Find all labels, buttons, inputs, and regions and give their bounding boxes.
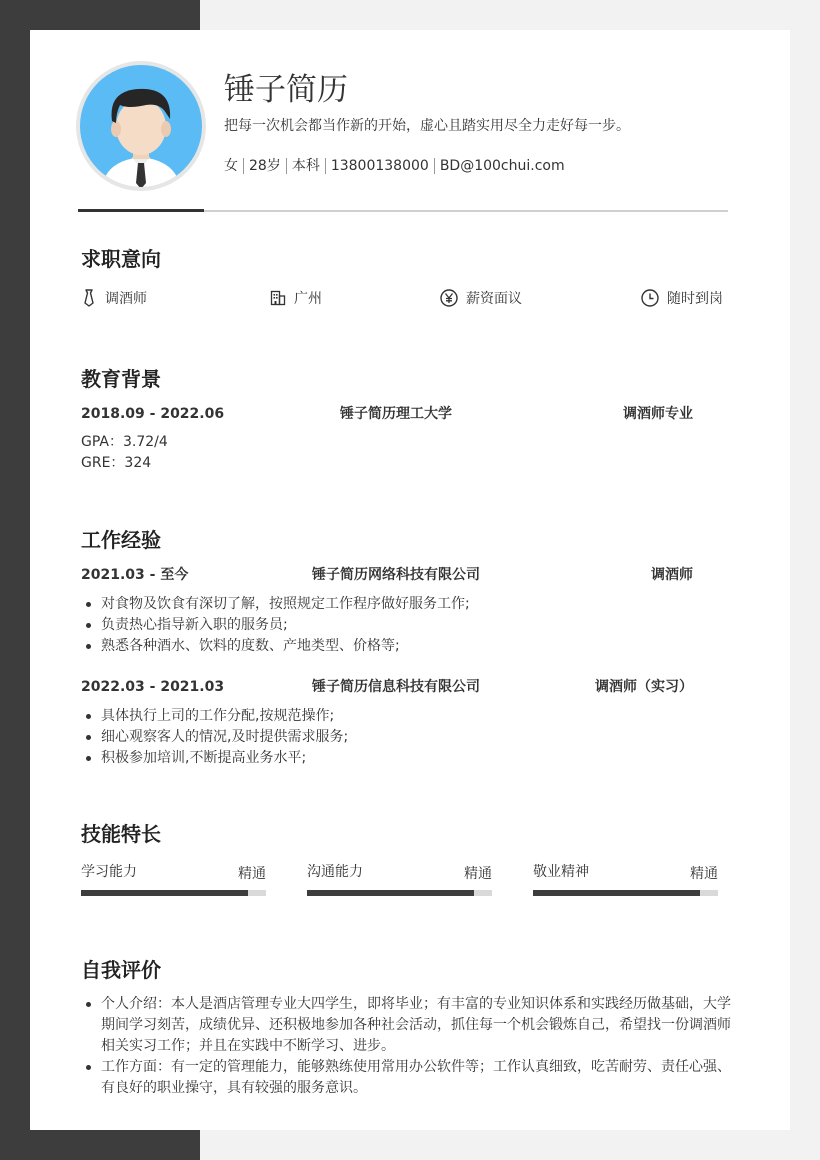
list-item: 负责热心指导新入职的服务员; [81,615,731,636]
job-role: 调酒师 [651,567,693,583]
job-company: 锤子简历网络科技有限公司 [312,567,480,583]
resume-name: 锤子简历 [224,72,348,108]
education-gpa: GPA：3.72/4 [81,434,168,450]
list-item: 积极参加培训,不断提高业务水平; [81,748,731,769]
skill-item [533,862,718,898]
gender: 女 [224,158,238,174]
self-eval-list [81,994,731,1099]
divider [434,158,435,174]
clock-icon [641,289,659,307]
divider [243,158,244,174]
job-role: 调酒师（实习） [595,679,693,695]
skill-item [81,862,266,898]
skill-bar-fill [533,890,700,896]
education-row [81,404,693,424]
skill-bar-fill [307,890,474,896]
skill-bar [81,890,266,896]
intent-salary [440,288,522,308]
intent-city-text: 广州 [294,291,322,307]
divider [325,158,326,174]
resume-sheet [30,30,790,1130]
avatar-illustration [80,65,202,187]
age: 28岁 [249,158,281,174]
skill-bar [307,890,492,896]
email[interactable]: BD@100chui.com [439,158,565,174]
skill-level: 精通 [690,866,718,882]
skill-name: 学习能力 [81,864,137,880]
yen-icon [440,289,458,307]
intent-availability [641,288,723,308]
phone[interactable]: 13800138000 [330,158,429,174]
section-title-education: 教育背景 [81,367,161,391]
intent-salary-text: 薪资面议 [466,291,522,307]
skill-bar [533,890,718,896]
intent-city [270,288,322,308]
divider [286,158,287,174]
skill-item [307,862,492,898]
section-title-intent: 求职意向 [81,247,161,271]
education-period: 2018.09 - 2022.06 [81,406,225,422]
list-item: 工作方面：有一定的管理能力，能够熟练使用常用办公软件等；工作认真细致，吃苦耐劳、责任心强、有良好的职业操守，具有较强的服务意识。 [81,1057,731,1099]
job-period: 2021.03 - 至今 [81,567,189,583]
section-title-work: 工作经验 [81,528,161,552]
intent-availability-text: 随时到岗 [667,291,723,307]
skill-bar-fill [81,890,248,896]
job-duties [81,594,731,657]
education-major: 调酒师专业 [623,406,693,422]
skill-level: 精通 [238,866,266,882]
tie-icon [81,289,97,307]
building-icon [270,290,286,306]
skill-level: 精通 [464,866,492,882]
list-item: 细心观察客人的情况,及时提供需求服务; [81,727,731,748]
intent-position-text: 调酒师 [105,291,147,307]
list-item: 具体执行上司的工作分配,按规范操作; [81,706,731,727]
skill-name: 敬业精神 [533,864,589,880]
list-item: 对食物及饮食有深切了解，按照规定工作程序做好服务工作; [81,594,731,615]
intent-position [81,288,147,308]
education-school: 锤子简历理工大学 [340,406,452,422]
list-item: 熟悉各种酒水、饮料的度数、产地类型、价格等; [81,636,731,657]
job-row [81,565,693,585]
job-duties [81,706,731,769]
job-row [81,677,693,697]
education-gre: GRE：324 [81,455,152,471]
slogan: 把每一次机会都当作新的开始，虚心且踏实用尽全力走好每一步。 [224,118,630,134]
avatar [76,61,206,191]
job-company: 锤子简历信息科技有限公司 [312,679,480,695]
basic-info [224,156,565,176]
list-item: 个人介绍：本人是酒店管理专业大四学生，即将毕业；有丰富的专业知识体系和实践经历做基础，大学期间学习刻苦，成绩优异、还积极地参加各种社会活动，抓住每一个机会锻炼自己，希望找一份调酒师相关实习工作；并且在实践中不断学习、进步。 [81,994,731,1057]
section-title-self-eval: 自我评价 [81,958,161,982]
header-divider [78,210,728,212]
skill-name: 沟通能力 [307,864,363,880]
section-title-skills: 技能特长 [81,822,161,846]
header-divider-accent [78,209,204,212]
degree: 本科 [291,158,320,174]
job-period: 2022.03 - 2021.03 [81,679,225,695]
